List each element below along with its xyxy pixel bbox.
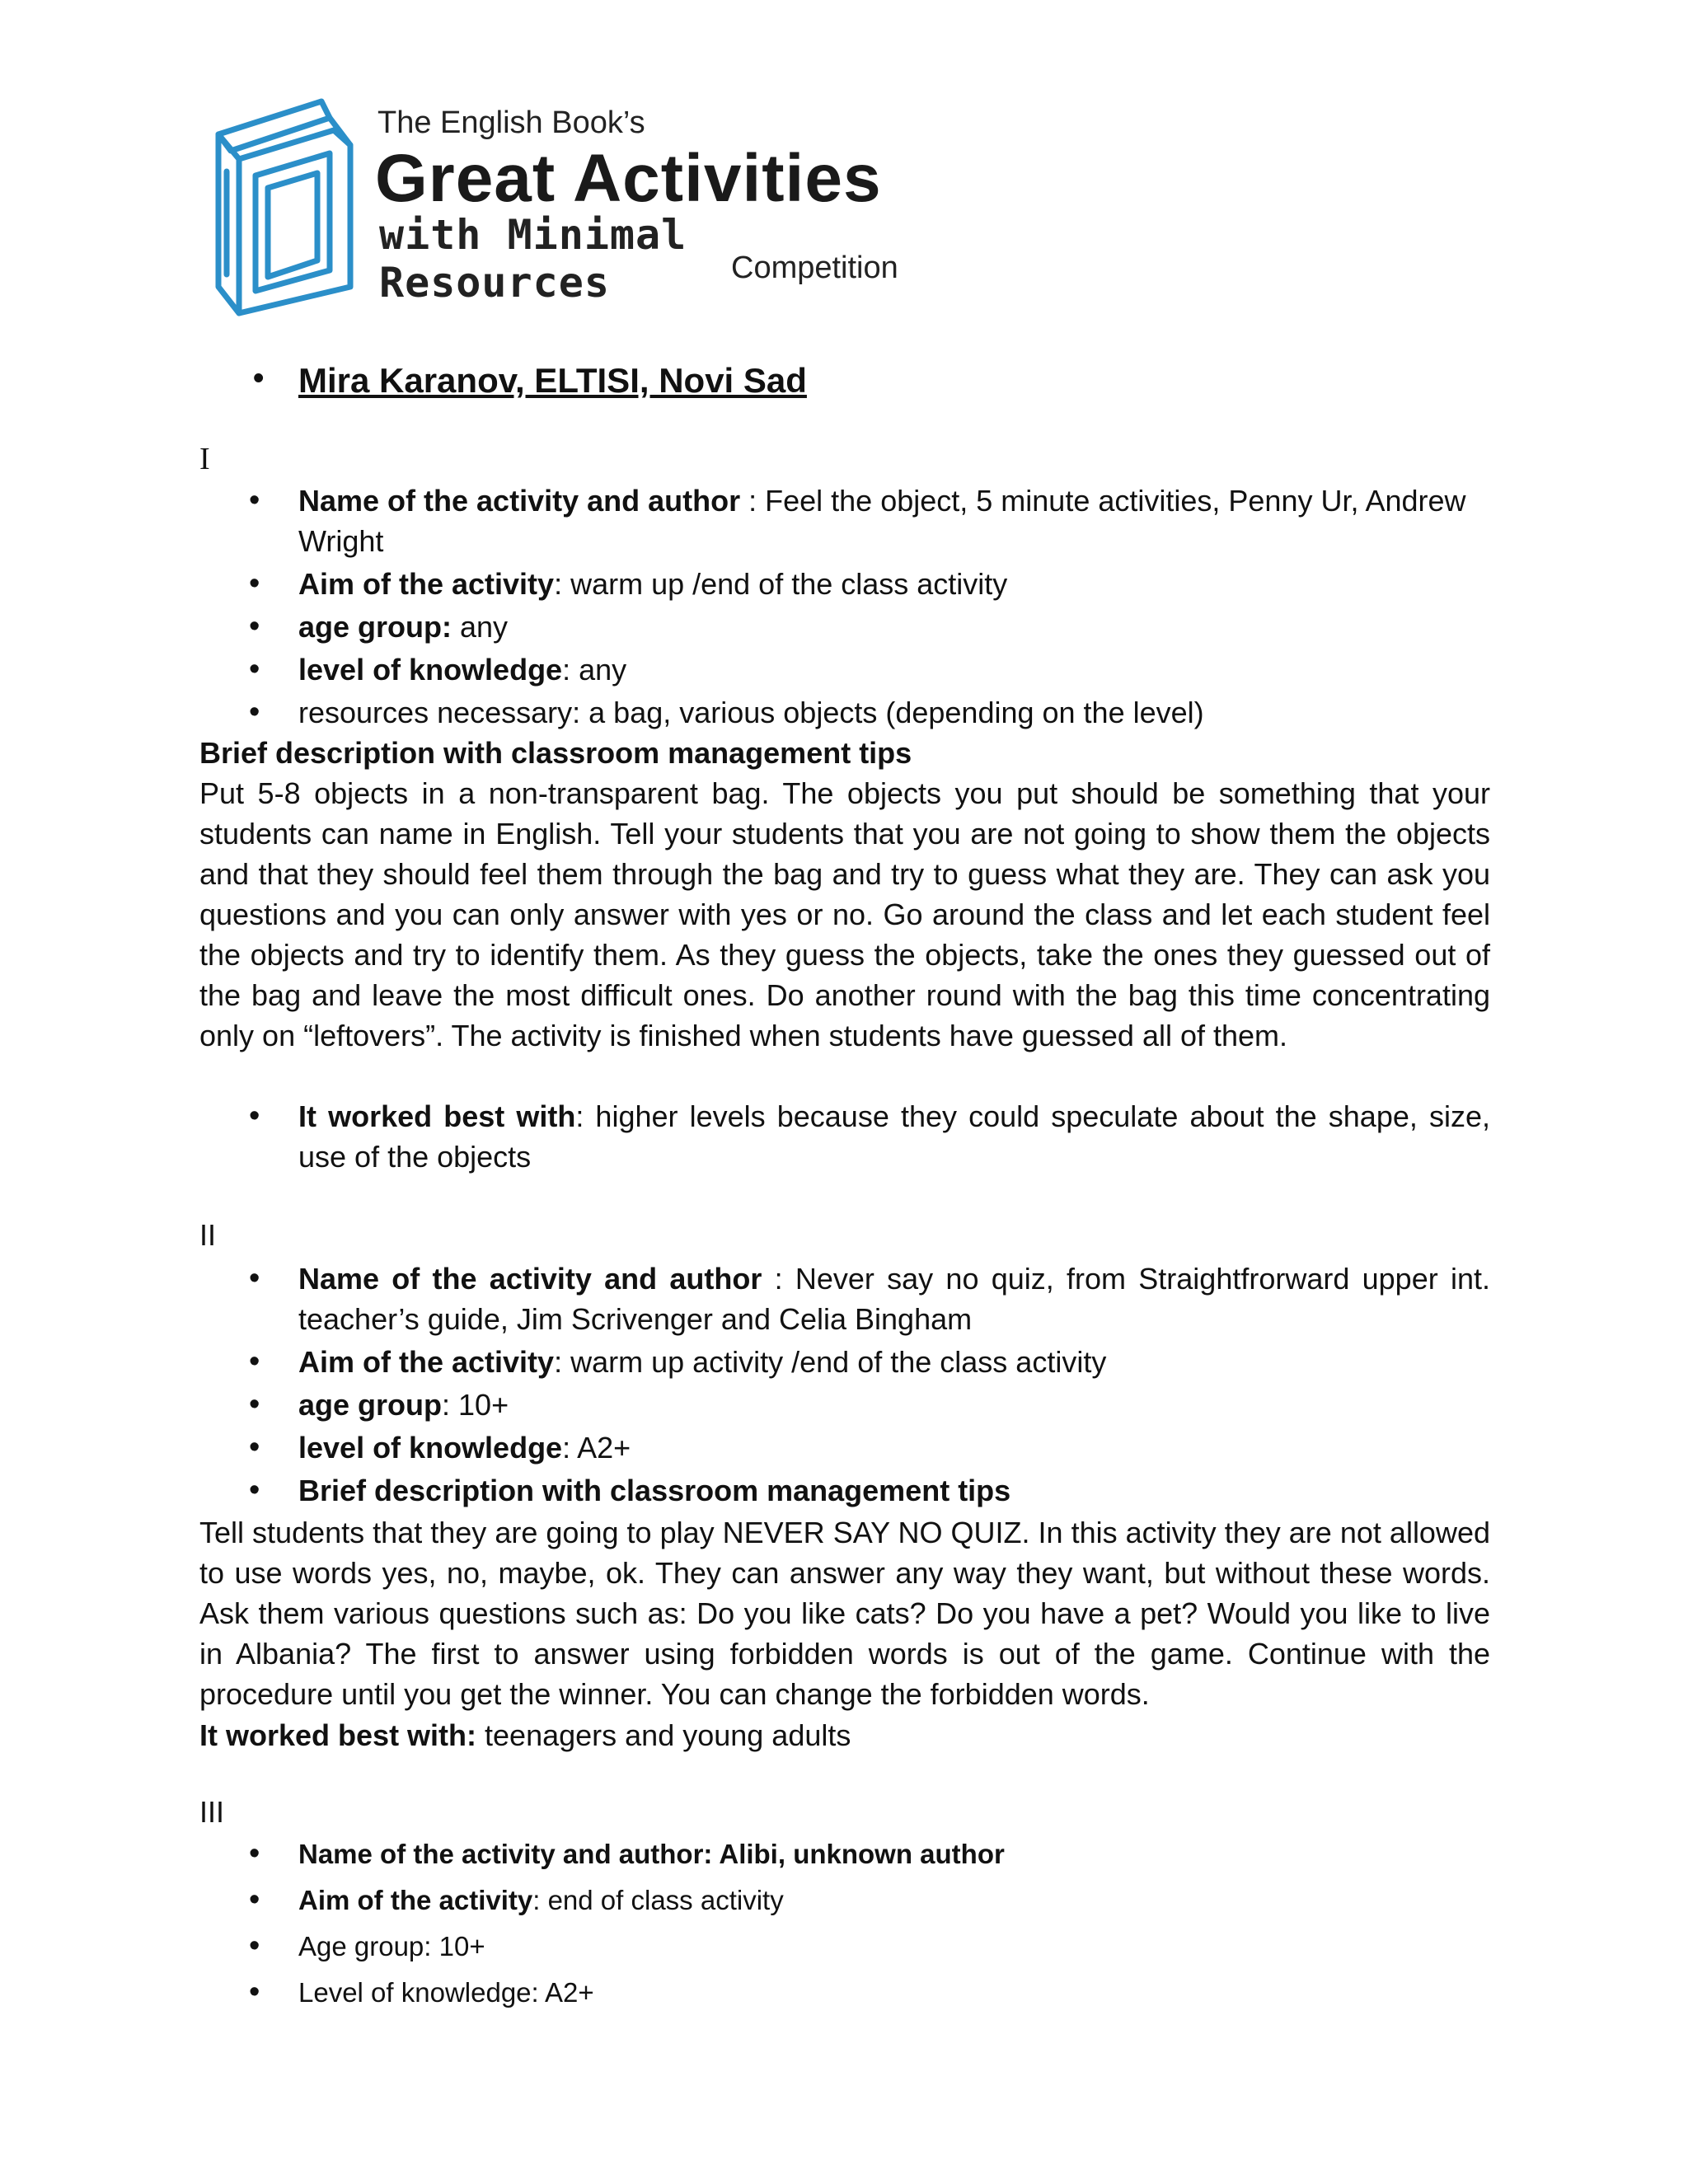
section-3-numeral: III xyxy=(199,1795,225,1829)
item-label: Aim of the activity xyxy=(298,1885,533,1915)
item-text: : any xyxy=(562,653,627,687)
item-text: : A2+ xyxy=(562,1431,631,1465)
section-1-numeral: I xyxy=(199,442,210,476)
logo-line-4: Competition xyxy=(731,251,898,285)
item-label: Aim of the activity xyxy=(298,567,555,601)
logo-subtitle: with Minimal Resources xyxy=(379,211,687,307)
item-text: any xyxy=(452,610,509,644)
list-item xyxy=(298,564,1490,604)
item-text: : higher levels because they could speculate about the shape, size, use of the objects xyxy=(298,1099,1490,1174)
item-label: age group: xyxy=(298,610,452,644)
section-2-description: Tell students that they are going to play NEVER SAY NO QUIZ. In this activity they are not allowed to use words yes, no, maybe, ok. They can answer any way they want, but without these words. Ask them various questions such as: Do you like cats? Do you have a pet? Would you like to live in Albania? The first to answer using forbidden words is out of the game. Continue with the procedure until you get the winner. You can change the forbidden words. xyxy=(199,1516,1490,1711)
item-text: : 10+ xyxy=(442,1388,509,1422)
item-label: Aim of the activity xyxy=(298,1345,555,1379)
section-2-list xyxy=(298,1258,1490,1513)
item-text: resources necessary: a bag, various objects (depending on the level) xyxy=(298,696,1204,729)
item-text: : warm up /end of the class activity xyxy=(554,567,1008,601)
item-label: Name of the activity and author xyxy=(298,1262,762,1296)
list-item xyxy=(298,1832,1490,1876)
logo-title: Great Activities xyxy=(375,141,882,216)
list-item xyxy=(298,1258,1490,1339)
section-1-list xyxy=(298,480,1490,735)
competition-logo xyxy=(206,97,931,320)
item-label: Brief description with classroom management tips xyxy=(298,1474,1011,1507)
list-item xyxy=(298,692,1490,733)
item-label: Name of the activity and author xyxy=(298,484,741,518)
section-1-desc-heading: Brief description with classroom management tips xyxy=(199,736,912,770)
list-item xyxy=(298,1924,1490,1968)
list-item xyxy=(298,1427,1490,1468)
item-text: : warm up activity /end of the class activity xyxy=(554,1345,1107,1379)
book-icon xyxy=(206,97,379,320)
item-text: : end of class activity xyxy=(532,1885,784,1915)
section-3-list xyxy=(298,1832,1490,2017)
list-item xyxy=(298,1878,1490,1922)
item-label: level of knowledge xyxy=(298,653,563,687)
item-label: Name of the activity and author: Alibi, unknown author xyxy=(298,1839,1005,1869)
list-item xyxy=(298,1385,1490,1425)
list-item xyxy=(298,1971,1490,2014)
worked-label: It worked best with: xyxy=(199,1718,477,1752)
list-item xyxy=(298,1096,1490,1177)
author-heading xyxy=(298,361,807,401)
worked-text: teenagers and young adults xyxy=(476,1718,851,1752)
item-label: age group xyxy=(298,1388,443,1422)
section-2-numeral: II xyxy=(199,1218,217,1252)
section-1-worked-list xyxy=(298,1096,1490,1179)
list-item xyxy=(298,1342,1490,1382)
author-heading-text: Mira Karanov, ELTISI, Novi Sad xyxy=(298,361,807,400)
section-1-description: Put 5-8 objects in a non-transparent bag. The objects you put should be something that your students can name in English. Tell your students that you are not going to show them the objects and that they should feel them through the bag and try to guess what they are. They can ask you questions and you can only answer with yes or no. Go around the class and let each student feel the objects and try to identify them. As they guess the objects, take the ones they guessed out of the bag and leave the most difficult ones. Do another round with the bag this time concentrating only on “leftovers”. The activity is finished when students have guessed all of them. xyxy=(199,776,1490,1052)
item-text: : Feel the object, 5 minute activities, Penny Ur, Andrew Wright xyxy=(298,484,1466,558)
item-text: : Never say no quiz, from Straightfrorward upper int. teacher’s guide, Jim Scrivenger and Celia Bingham xyxy=(298,1262,1490,1336)
list-item xyxy=(298,480,1490,561)
item-text: Age group: 10+ xyxy=(298,1931,485,1961)
logo-line-1: The English Book’s xyxy=(377,105,645,140)
list-item xyxy=(298,649,1490,690)
item-label: level of knowledge xyxy=(298,1431,563,1465)
section-2-worked xyxy=(199,1715,851,1755)
list-item xyxy=(298,1470,1490,1511)
item-text: Level of knowledge: A2+ xyxy=(298,1977,594,2008)
list-item xyxy=(298,607,1490,647)
item-label: It worked best with xyxy=(298,1099,576,1133)
